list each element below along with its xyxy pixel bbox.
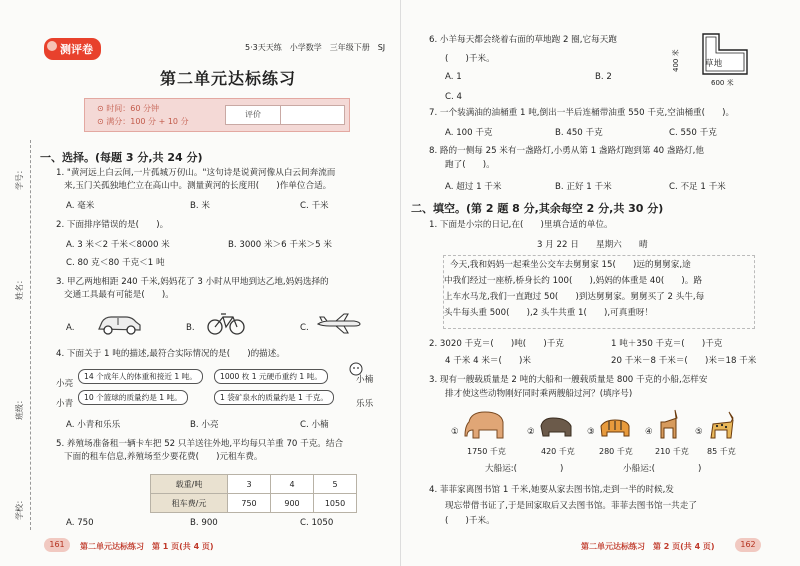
q5-option-c[interactable]: C. 1050 <box>300 518 334 528</box>
small-boat-answer[interactable]: 小船运:( ) <box>623 464 702 474</box>
q3-line2: 交通工具最有可能是( )。 <box>64 290 174 300</box>
page-number: 162 <box>735 538 761 552</box>
page-number: 161 <box>44 538 70 552</box>
q5-line2: 下面的租车信息,养殖场至少要花费( )元租车费。 <box>64 452 263 462</box>
q5-option-a[interactable]: A. 750 <box>66 518 94 528</box>
elephant-icon <box>463 408 509 442</box>
q3-option-a[interactable]: A. <box>66 323 75 333</box>
q4-bubble-2: 1000 枚 1 元硬币重约 1 吨。 <box>214 369 328 384</box>
diary-line-4: 头牛每头重 500( ),2 头牛共重 1( ),可真重呀！ <box>444 308 654 318</box>
table-cell: 1050 <box>314 494 357 513</box>
q4-name-lele: 乐乐 <box>356 399 374 409</box>
q3-option-c[interactable]: C. <box>300 323 309 333</box>
q3-option-b[interactable]: B. <box>186 323 195 333</box>
q1-line2: 来,玉门关孤独地伫立在高山中。测量黄河的长度用( )作单位合适。 <box>64 181 332 191</box>
q5-option-b[interactable]: B. 900 <box>190 518 218 528</box>
table-cell: 5 <box>314 475 357 494</box>
table-header-fee: 租车费/元 <box>151 494 228 513</box>
f3-line2: 排才使这些动物刚好同时乘两艘船过河？(填序号) <box>445 389 633 399</box>
animal-3-number: ③ <box>587 427 595 437</box>
q4-name-xiaoqing: 小青 <box>56 399 74 409</box>
table-cell: 4 <box>271 475 314 494</box>
q1-line1: 1. "黄河远上白云间,一片孤城万仞山。"这句诗是说黄河像从白云间奔流而 <box>56 168 336 178</box>
animal-5-number: ⑤ <box>695 427 703 437</box>
diary-line-3: 上车水马龙,我们一直跑过 50( )到达舅舅家。舅舅买了 2 头牛,每 <box>444 292 705 302</box>
animal-5-weight: 85 千克 <box>707 447 736 456</box>
leopard-icon <box>705 408 739 442</box>
grassland-height: 400 米 <box>672 49 680 72</box>
q6-option-b[interactable]: B. 2 <box>595 72 612 82</box>
grassland-label: 草地 <box>705 59 723 69</box>
table-cell: 3 <box>228 475 271 494</box>
q4-option-a[interactable]: A. 小青和乐乐 <box>66 420 121 430</box>
f1-stem: 1. 下面是小宗的日记,在( )里填合适的单位。 <box>429 220 613 230</box>
q4-bubble-3: 10 个篮球的质量约是 1 吨。 <box>78 390 188 405</box>
f2-row1-a[interactable]: 2. 3020 千克＝( )吨( )千克 <box>429 339 564 349</box>
q8-line1: 8. 路的一侧每 25 米有一盏路灯,小勇从第 1 盏路灯跑到第 40 盏路灯,他 <box>429 146 704 156</box>
book-header: 5·3天天练 小学数学 三年级下册 SJ <box>245 43 386 52</box>
q2-option-b[interactable]: B. 3000 米＞6 千米＞5 米 <box>228 240 332 250</box>
animal-2-weight: 420 千克 <box>541 447 575 456</box>
q7-option-a[interactable]: A. 100 千克 <box>445 128 493 138</box>
q8-option-c[interactable]: C. 不足 1 千米 <box>669 182 726 192</box>
class-field[interactable]: 班级： <box>15 396 24 420</box>
q8-option-b[interactable]: B. 正好 1 千米 <box>555 182 612 192</box>
truck-rental-table <box>150 474 357 513</box>
grassland-shape-icon <box>697 30 753 80</box>
q4-bubble-4: 1 袋矿泉水的质量约是 1 千克。 <box>214 390 334 405</box>
page-title: 第二单元达标练习 <box>160 69 297 88</box>
full-score: ⊙ 满分：100 分 + 10 分 <box>97 117 189 126</box>
q5-line1: 5. 养殖场准备租一辆卡车把 52 只羊送往外地,平均每只羊重 70 千克。结合 <box>56 439 344 449</box>
q1-option-b[interactable]: B. 米 <box>190 201 210 211</box>
animal-3-weight: 280 千克 <box>599 447 633 456</box>
q3-line1: 3. 甲乙两地相距 240 千米,妈妈花了 3 小时从甲地到达乙地,妈妈选择的 <box>56 277 329 287</box>
tiger-icon <box>597 416 633 440</box>
table-header-load: 载重/吨 <box>151 475 228 494</box>
q7-stem: 7. 一个装满油的油桶重 1 吨,倒出一半后连桶带油重 550 千克,空油桶重( )。 <box>429 108 735 118</box>
f3-line1: 3. 现有一艘载质量是 2 吨的大船和一艘载质量是 800 千克的小船,怎样安 <box>429 375 708 385</box>
animal-1-weight: 1750 千克 <box>467 447 506 456</box>
evaluation-label: 评价 <box>226 106 281 124</box>
page-footer: 第二单元达标练习 第 1 页(共 4 页) <box>80 542 214 551</box>
table-cell: 900 <box>271 494 314 513</box>
big-boat-answer[interactable]: 大船运:( ) <box>485 464 564 474</box>
q2-stem: 2. 下面排序错误的是( )。 <box>56 220 169 230</box>
q8-line2: 跑了( )。 <box>445 160 495 170</box>
school-field[interactable]: 学校： <box>15 496 24 520</box>
q4-bubble-1: 14 个成年人的体重和接近 1 吨。 <box>78 369 203 384</box>
car-icon <box>96 312 142 336</box>
q6-option-c[interactable]: C. 4 <box>445 92 462 102</box>
q4-stem: 4. 下面关于 1 吨的描述,最符合实际情况的是( )的描述。 <box>56 349 285 359</box>
table-cell: 750 <box>228 494 271 513</box>
section-choice-heading: 一、选择。(每题 3 分,共 24 分) <box>40 151 203 164</box>
info-box <box>84 98 350 132</box>
q6-line2: ( )千米。 <box>445 54 495 64</box>
q8-option-a[interactable]: A. 超过 1 千米 <box>445 182 502 192</box>
binding-line <box>30 140 31 530</box>
airplane-icon <box>316 312 362 334</box>
evaluation-box[interactable] <box>225 105 345 125</box>
time-limit: ⊙ 时间：60 分钟 <box>97 104 159 113</box>
section-fill-heading: 二、填空。(第 2 题 8 分,其余每空 2 分,共 30 分) <box>411 202 664 215</box>
animal-2-number: ② <box>527 427 535 437</box>
f2-row1-b[interactable]: 1 吨＋350 千克＝( )千克 <box>611 339 723 349</box>
diary-line-1: 今天,我和妈妈一起乘坐公交车去舅舅家 15( )远的舅舅家,途 <box>450 260 691 270</box>
right-page <box>400 0 800 566</box>
f4-line3: ( )千米。 <box>445 516 495 526</box>
q4-option-c[interactable]: C. 小楠 <box>300 420 329 430</box>
name-field[interactable]: 姓名： <box>15 276 24 300</box>
animal-4-number: ④ <box>645 427 653 437</box>
page-footer: 第二单元达标练习 第 2 页(共 4 页) <box>581 542 715 551</box>
diary-line-2: 中我们经过一座桥,桥身长约 100( ),妈妈的体重是 40( )。路 <box>444 276 702 286</box>
test-logo: 测评卷 <box>44 38 101 60</box>
q6-option-a[interactable]: A. 1 <box>445 72 462 82</box>
q4-name-xiaonan: 小楠 <box>356 375 374 385</box>
q4-option-b[interactable]: B. 小亮 <box>190 420 219 430</box>
animal-1-number: ① <box>451 427 459 437</box>
f2-row2-a[interactable]: 4 千米 4 米＝( )米 <box>445 356 531 366</box>
q7-option-c[interactable]: C. 550 千克 <box>669 128 717 138</box>
grassland-width: 600 米 <box>711 79 734 87</box>
q1-option-a[interactable]: A. 毫米 <box>66 201 95 211</box>
child-avatar-icon <box>346 361 366 377</box>
q1-option-c[interactable]: C. 千米 <box>300 201 329 211</box>
q2-option-a[interactable]: A. 3 米＜2 千米＜8000 米 <box>66 240 170 250</box>
deer-icon <box>655 408 685 442</box>
f2-row2-b[interactable]: 20 千米－8 千米＝( )米＝18 千米 <box>611 356 757 366</box>
diary-box <box>443 255 755 329</box>
f4-line2: 现忘带借书证了,于是回家取后又去图书馆。菲菲去图书馆一共走了 <box>445 501 697 511</box>
q6-line1: 6. 小羊每天都会绕着右面的草地跑 2 圈,它每天跑 <box>429 35 617 45</box>
diary-date: 3 月 22 日 星期六 晴 <box>537 240 648 250</box>
bear-icon <box>537 414 575 440</box>
q4-name-xiaoliang: 小亮 <box>56 379 74 389</box>
bicycle-icon <box>206 309 246 337</box>
f4-line1: 4. 菲菲家离图书馆 1 千米,她要从家去图书馆,走到一半的时候,发 <box>429 485 674 495</box>
q2-option-c[interactable]: C. 80 克＜80 千克＜1 吨 <box>66 258 165 268</box>
animal-4-weight: 210 千克 <box>655 447 689 456</box>
q7-option-b[interactable]: B. 450 千克 <box>555 128 603 138</box>
number-field[interactable]: 学号： <box>15 166 24 190</box>
